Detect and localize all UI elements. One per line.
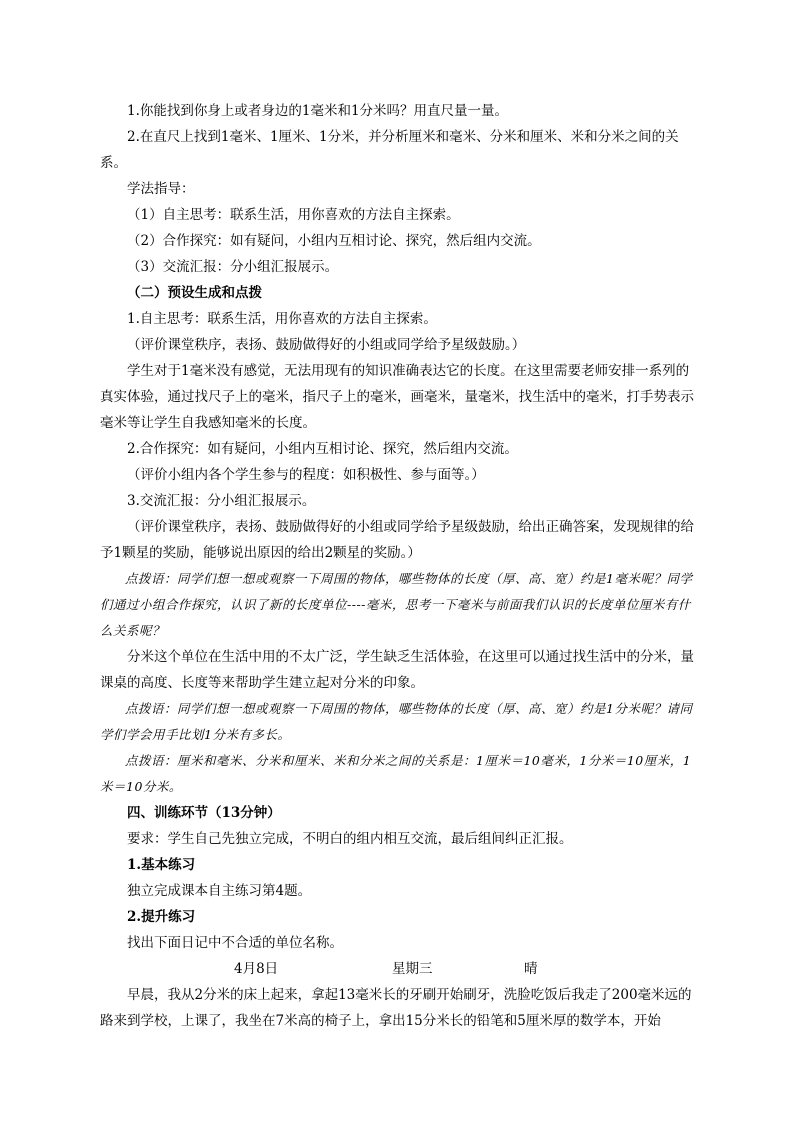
paragraph: 分米这个单位在生活中用的不太广泛，学生缺乏生活体验，在这里可以通过找生活中的分米，量课桌的高度、长度等来帮助学生建立起对分米的印象。 xyxy=(100,649,694,691)
guidance-note: 点拨语：厘米和毫米、分米和厘米、米和分米之间的关系是：1厘米＝10毫米，1分米＝10厘米，1米＝10分米。 xyxy=(100,753,692,794)
diary-text: 早晨，我从2分米的床上起来，拿起13毫米长的牙刷开始刷牙，洗脸吃饭后我走了200毫米远的路来到学校，上课了，我坐在7米高的椅子上，拿出15分米长的铅笔和5厘米厚的数学本，开始 xyxy=(100,987,692,1029)
paragraph: （评价课堂秩序，表扬、鼓励做得好的小组或同学给予星级鼓励，给出正确答案，发现规律的给予1颗星的奖励，能够说出原因的给出2颗星的奖励。） xyxy=(100,519,694,561)
subsection-heading: 1.基本练习 xyxy=(127,857,196,873)
paragraph: 要求：学生自己先独立完成，不明白的组内相互交流，最后组间纠正汇报。 xyxy=(127,831,573,847)
diary-date: 4月8日 xyxy=(234,961,279,977)
paragraph: 1.自主思考：联系生活，用你喜欢的方法自主探索。 xyxy=(127,311,437,327)
document-body xyxy=(100,98,700,1034)
paragraph: 学法指导： xyxy=(127,181,195,197)
guidance-note: 点拨语：同学们想一想或观察一下周围的物体，哪些物体的长度（厚、高、宽）约是1分米呢？请同学们学会用手比划1分米有多长。 xyxy=(100,701,693,742)
section-heading: 四、训练环节（13分钟） xyxy=(127,805,281,821)
subsection-heading: 2.提升练习 xyxy=(127,909,196,925)
paragraph: 2.合作探究：如有疑问，小组内互相讨论、探究，然后组内交流。 xyxy=(127,441,518,457)
paragraph: （评价小组内各个学生参与的程度：如积极性、参与面等。） xyxy=(127,467,485,483)
paragraph: 1.你能找到你身上或者身边的1毫米和1分米吗？用直尺量一量。 xyxy=(127,103,509,119)
diary-weather: 晴 xyxy=(524,961,538,977)
paragraph: （评价课堂秩序，表扬、鼓励做得好的小组或同学给予星级鼓励。） xyxy=(127,337,526,353)
paragraph: 3.交流汇报：分小组汇报展示。 xyxy=(127,493,316,509)
paragraph: 找出下面日记中不合适的单位名称。 xyxy=(127,935,343,951)
paragraph: （2）合作探究：如有疑问，小组内互相讨论、探究，然后组内交流。 xyxy=(127,233,541,249)
paragraph: 2.在直尺上找到1毫米、1厘米、1分米，并分析厘米和毫米、分米和厘米、米和分米之间的关系。 xyxy=(100,129,679,171)
diary-header xyxy=(100,956,700,982)
paragraph: （1）自主思考：联系生活，用你喜欢的方法自主探索。 xyxy=(127,207,460,223)
paragraph: （3）交流汇报：分小组汇报展示。 xyxy=(127,259,339,275)
paragraph: 独立完成课本自主练习第4题。 xyxy=(127,883,312,899)
diary-weekday: 星期三 xyxy=(392,961,433,977)
paragraph: 学生对于1毫米没有感觉，无法用现有的知识准确表达它的长度。在这里需要老师安排一系列的真实体验，通过找尺子上的毫米，指尺子上的毫米，画毫米，量毫米，找生活中的毫米，打手势表示毫米等让学生自我感知毫米的长度。 xyxy=(100,363,694,431)
guidance-note: 点拨语：同学们想一想或观察一下周围的物体，哪些物体的长度（厚、高、宽）约是1毫米呢？同学们通过小组合作探究，认识了新的长度单位----毫米，思考一下毫米与前面我们认识的长度单位厘米有什么关系呢？ xyxy=(100,571,693,638)
section-heading: （二）预设生成和点拨 xyxy=(127,285,262,301)
